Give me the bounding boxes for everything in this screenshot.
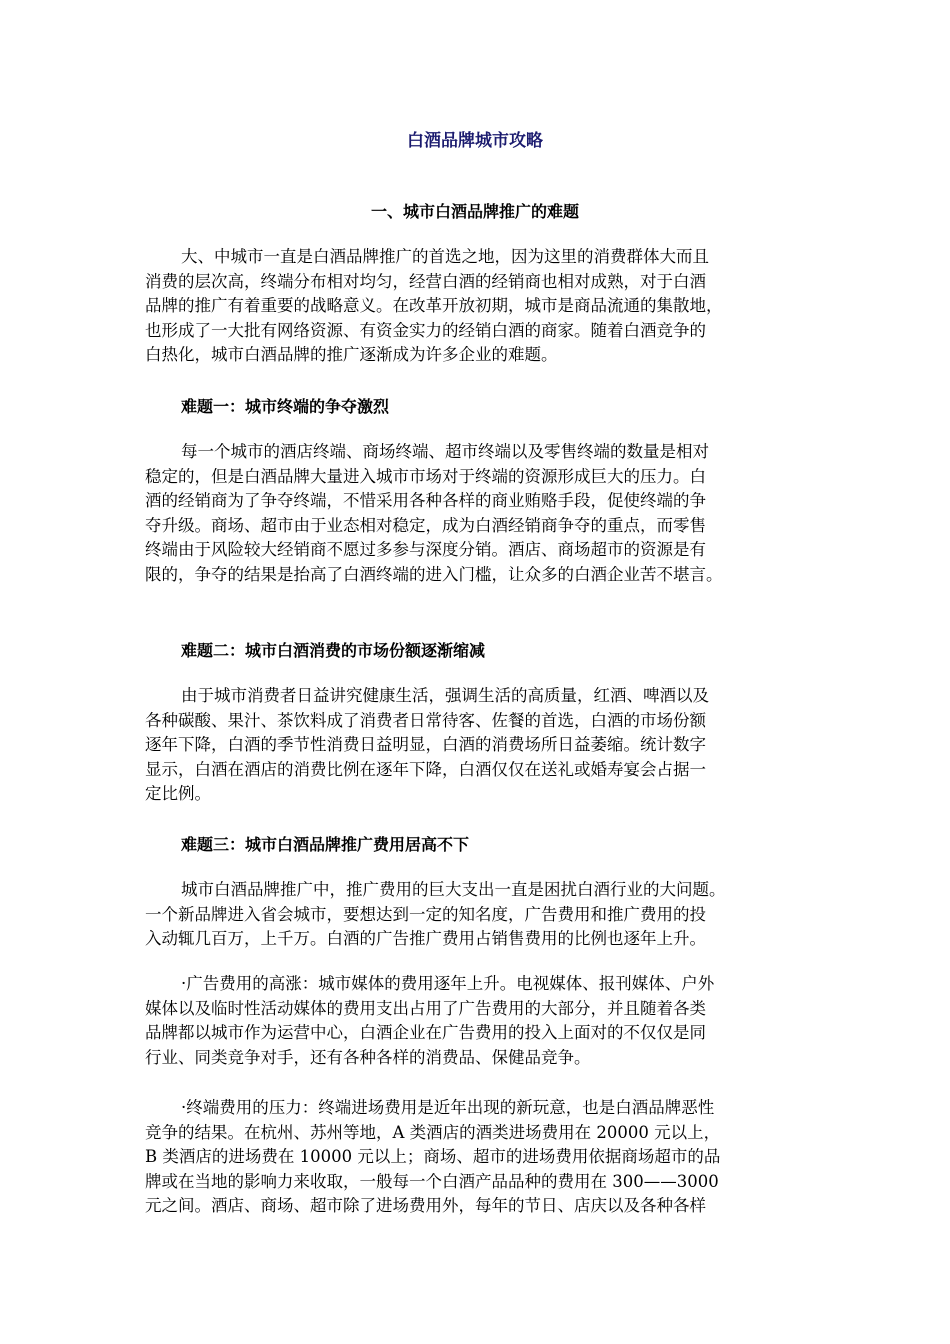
text-line: 媒体以及临时性活动媒体的费用支出占用了广告费用的大部分，并且随着各类 <box>145 998 706 1018</box>
problem2-paragraph <box>145 684 805 807</box>
text-line: 白热化，城市白酒品牌的推广逐渐成为许多企业的难题。 <box>145 345 558 364</box>
text-line: 竞争的结果。在杭州、苏州等地，A 类酒店的酒类进场费用在 20000 元以上， <box>145 1122 721 1142</box>
text-line: B 类酒店的进场费在 10000 元以上；商场、超市的进场费用依据商场超市的品 <box>145 1147 721 1166</box>
text-line: 定比例。 <box>145 784 211 803</box>
text-line: 一个新品牌进入省会城市，要想达到一定的知名度，广告费用和推广费用的投 <box>145 904 706 924</box>
text-line: 大、中城市一直是白酒品牌推广的首选之地，因为这里的消费群体大而且 <box>181 247 709 266</box>
text-line: 酒的经销商为了争夺终端，不惜采用各种各样的商业贿赂手段，促使终端的争 <box>145 491 706 510</box>
text-line: 牌或在当地的影响力来收取，一般每一个白酒产品品种的费用在 300——3000 <box>145 1171 719 1191</box>
text-line: 行业、同类竞争对手，还有各种各样的消费品、保健品竞争。 <box>145 1047 591 1067</box>
text-line: 终端由于风险较大经销商不愿过多参与深度分销。酒店、商场超市的资源是有 <box>145 540 706 559</box>
text-line: 品牌都以城市作为运营中心，白酒企业在广告费用的投入上面对的不仅仅是同 <box>145 1023 706 1042</box>
text-line: 也形成了一大批有网络资源、有资金实力的经销白酒的商家。随着白酒竞争的 <box>145 320 706 340</box>
text-line: 城市白酒品牌推广中，推广费用的巨大支出一直是困扰白酒行业的大问题。 <box>181 880 726 899</box>
problem1-paragraph <box>145 440 805 587</box>
text-line: 逐年下降，白酒的季节性消费日益明显，白酒的消费场所日益萎缩。统计数字 <box>145 735 706 754</box>
text-line: 品牌的推广有着重要的战略意义。在改革开放初期，城市是商品流通的集散地， <box>145 296 723 315</box>
text-line: 限的，争夺的结果是抬高了白酒终端的进入门槛，让众多的白酒企业苦不堪言。 <box>145 564 723 584</box>
text-line: 元之间。酒店、商场、超市除了进场费用外，每年的节日、店庆以及各种各样 <box>145 1196 706 1215</box>
text-line: 每一个城市的酒店终端、商场终端、超市终端以及零售终端的数量是相对 <box>181 442 709 461</box>
intro-paragraph <box>145 245 805 368</box>
problem2-heading: 难题二：城市白酒消费的市场份额逐渐缩减 <box>181 641 486 660</box>
text-line: 夺升级。商场、超市由于业态相对稳定，成为白酒经销商争夺的重点，而零售 <box>145 515 706 535</box>
text-line: 各种碳酸、果汁、茶饮料成了消费者日常待客、佐餐的首选，白酒的市场份额 <box>145 710 706 730</box>
text-line: 稳定的，但是白酒品牌大量进入城市市场对于终端的资源形成巨大的压力。白 <box>145 466 706 486</box>
problem3-paragraph <box>145 878 805 952</box>
text-line: ·终端费用的压力：终端进场费用是近年出现的新玩意，也是白酒品牌恶性 <box>181 1098 715 1117</box>
advertising-cost-paragraph <box>145 972 805 1070</box>
text-line: ·广告费用的高涨：城市媒体的费用逐年上升。电视媒体、报刊媒体、户外 <box>181 974 715 993</box>
problem1-heading: 难题一：城市终端的争夺激烈 <box>181 397 390 416</box>
document-title: 白酒品牌城市攻略 <box>407 131 543 151</box>
problem3-heading: 难题三：城市白酒品牌推广费用居高不下 <box>181 835 470 854</box>
terminal-cost-paragraph <box>145 1096 805 1219</box>
section-heading: 一、城市白酒品牌推广的难题 <box>370 202 579 221</box>
text-line: 显示，白酒在酒店的消费比例在逐年下降，白酒仅仅在送礼或婚寿宴会占据一 <box>145 759 706 779</box>
text-line: 由于城市消费者日益讲究健康生活，强调生活的高质量，红酒、啤酒以及 <box>181 686 709 705</box>
text-line: 入动辄几百万，上千万。白酒的广告推广费用占销售费用的比例也逐年上升。 <box>145 929 706 948</box>
text-line: 消费的层次高，终端分布相对均匀，经营白酒的经销商也相对成熟，对于白酒 <box>145 271 706 291</box>
